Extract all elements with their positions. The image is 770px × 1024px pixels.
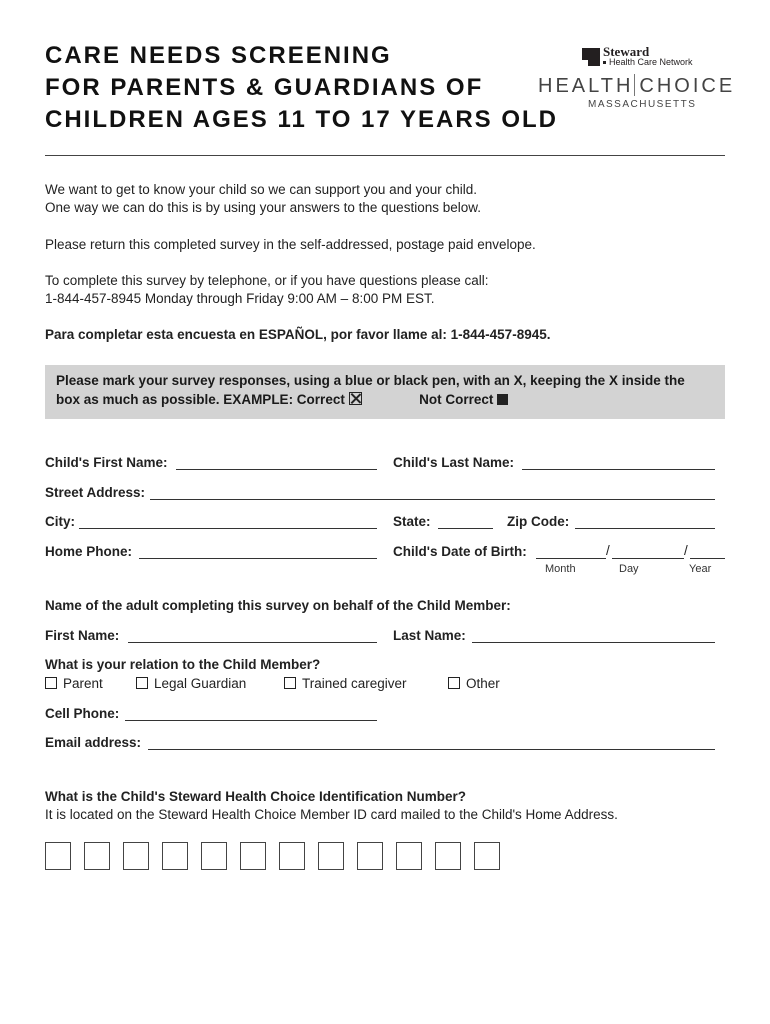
- logo-network: Health Care Network: [603, 57, 693, 67]
- title-line-3: CHILDREN AGES 11 TO 17 YEARS OLD: [45, 106, 559, 133]
- id-digit-box[interactable]: [474, 842, 500, 870]
- adult-first-name-field[interactable]: [128, 642, 377, 643]
- home-phone-label: Home Phone:: [45, 544, 133, 559]
- id-digit-box[interactable]: [84, 842, 110, 870]
- city-field[interactable]: [79, 528, 377, 529]
- adult-section-heading: Name of the adult completing this survey on behalf of the Child Member:: [45, 598, 511, 613]
- instruction-example: box as much as possible. EXAMPLE: Correct: [56, 392, 345, 407]
- logo-brand: Steward: [603, 44, 650, 59]
- id-digit-box[interactable]: [201, 842, 227, 870]
- state-field[interactable]: [438, 528, 493, 529]
- dob-year-caption: Year: [689, 563, 712, 575]
- logo-health: HEALTH: [538, 75, 634, 97]
- checked-box-example-icon: [349, 392, 362, 405]
- zip-code-field[interactable]: [575, 528, 715, 529]
- home-phone-field[interactable]: [139, 558, 377, 559]
- date-of-birth-label: Child's Date of Birth:: [393, 544, 527, 559]
- instruction-box: [45, 365, 725, 419]
- city-label: City:: [45, 514, 75, 529]
- intro-line-1: We want to get to know your child so we can support you and your child.: [45, 182, 477, 197]
- option-other[interactable]: Other: [448, 676, 500, 691]
- state-label: State:: [393, 514, 431, 529]
- steward-logo: [582, 46, 732, 70]
- id-question: What is the Child's Steward Health Choice Identification Number?: [45, 789, 467, 804]
- telephone-line-2: 1-844-457-8945 Monday through Friday 9:00 AM – 8:00 PM EST.: [45, 291, 435, 306]
- adult-last-name-label: Last Name:: [393, 628, 466, 643]
- option-legal-guardian[interactable]: Legal Guardian: [136, 676, 246, 691]
- dob-day-field[interactable]: [612, 558, 684, 559]
- child-first-name-field[interactable]: [176, 469, 377, 470]
- checkbox-icon[interactable]: [136, 677, 148, 689]
- id-digit-box[interactable]: [45, 842, 71, 870]
- instruction-line-1: Please mark your survey responses, using a blue or black pen, with an X, keeping the X inside the: [56, 373, 685, 388]
- option-trained-caregiver[interactable]: Trained caregiver: [284, 676, 407, 691]
- instruction-line-2: [56, 392, 508, 407]
- id-note: It is located on the Steward Health Choice Member ID card mailed to the Child's Home Address.: [45, 807, 618, 822]
- id-digit-box[interactable]: [357, 842, 383, 870]
- intro-line-2: One way we can do this is by using your answers to the questions below.: [45, 200, 481, 215]
- option-parent[interactable]: Parent: [45, 676, 103, 691]
- id-digit-box[interactable]: [435, 842, 461, 870]
- id-digit-box[interactable]: [162, 842, 188, 870]
- email-field[interactable]: [148, 749, 715, 750]
- checkbox-icon[interactable]: [284, 677, 296, 689]
- dob-slash-1: /: [606, 543, 610, 558]
- id-digit-box[interactable]: [240, 842, 266, 870]
- spanish-line: Para completar esta encuesta en ESPAÑOL, por favor llame al: 1-844-457-8945.: [45, 327, 551, 342]
- id-digit-box[interactable]: [279, 842, 305, 870]
- dob-month-caption: Month: [545, 563, 576, 575]
- filled-box-example-icon: [497, 394, 508, 405]
- child-last-name-label: Child's Last Name:: [393, 455, 514, 470]
- title-line-1: CARE NEEDS SCREENING: [45, 42, 392, 69]
- title-line-2: FOR PARENTS & GUARDIANS OF: [45, 74, 484, 101]
- id-digit-box[interactable]: [123, 842, 149, 870]
- cell-phone-label: Cell Phone:: [45, 706, 120, 721]
- return-instructions: Please return this completed survey in the self-addressed, postage paid envelope.: [45, 237, 536, 252]
- relation-question: What is your relation to the Child Member?: [45, 657, 321, 672]
- dob-month-field[interactable]: [536, 558, 606, 559]
- header-divider: [45, 155, 725, 156]
- steward-logo-mark-icon: [582, 48, 600, 66]
- street-address-label: Street Address:: [45, 485, 146, 500]
- cell-phone-field[interactable]: [125, 720, 377, 721]
- adult-last-name-field[interactable]: [472, 642, 715, 643]
- not-correct-label: Not Correct: [419, 392, 494, 407]
- adult-first-name-label: First Name:: [45, 628, 120, 643]
- id-digit-box[interactable]: [318, 842, 344, 870]
- health-choice-logo: [538, 74, 735, 98]
- logo-state: MASSACHUSETTS: [588, 99, 697, 110]
- child-last-name-field[interactable]: [522, 469, 715, 470]
- dob-year-field[interactable]: [690, 558, 725, 559]
- dob-day-caption: Day: [619, 563, 639, 575]
- checkbox-icon[interactable]: [448, 677, 460, 689]
- zip-code-label: Zip Code:: [507, 514, 570, 529]
- logo-choice: CHOICE: [639, 75, 736, 97]
- checkbox-icon[interactable]: [45, 677, 57, 689]
- id-digit-box[interactable]: [396, 842, 422, 870]
- street-address-field[interactable]: [150, 499, 715, 500]
- child-first-name-label: Child's First Name:: [45, 455, 168, 470]
- telephone-line-1: To complete this survey by telephone, or if you have questions please call:: [45, 273, 489, 288]
- logo-divider: [634, 74, 635, 96]
- email-label: Email address:: [45, 735, 142, 750]
- dob-slash-2: /: [684, 543, 688, 558]
- page-title: [45, 40, 565, 136]
